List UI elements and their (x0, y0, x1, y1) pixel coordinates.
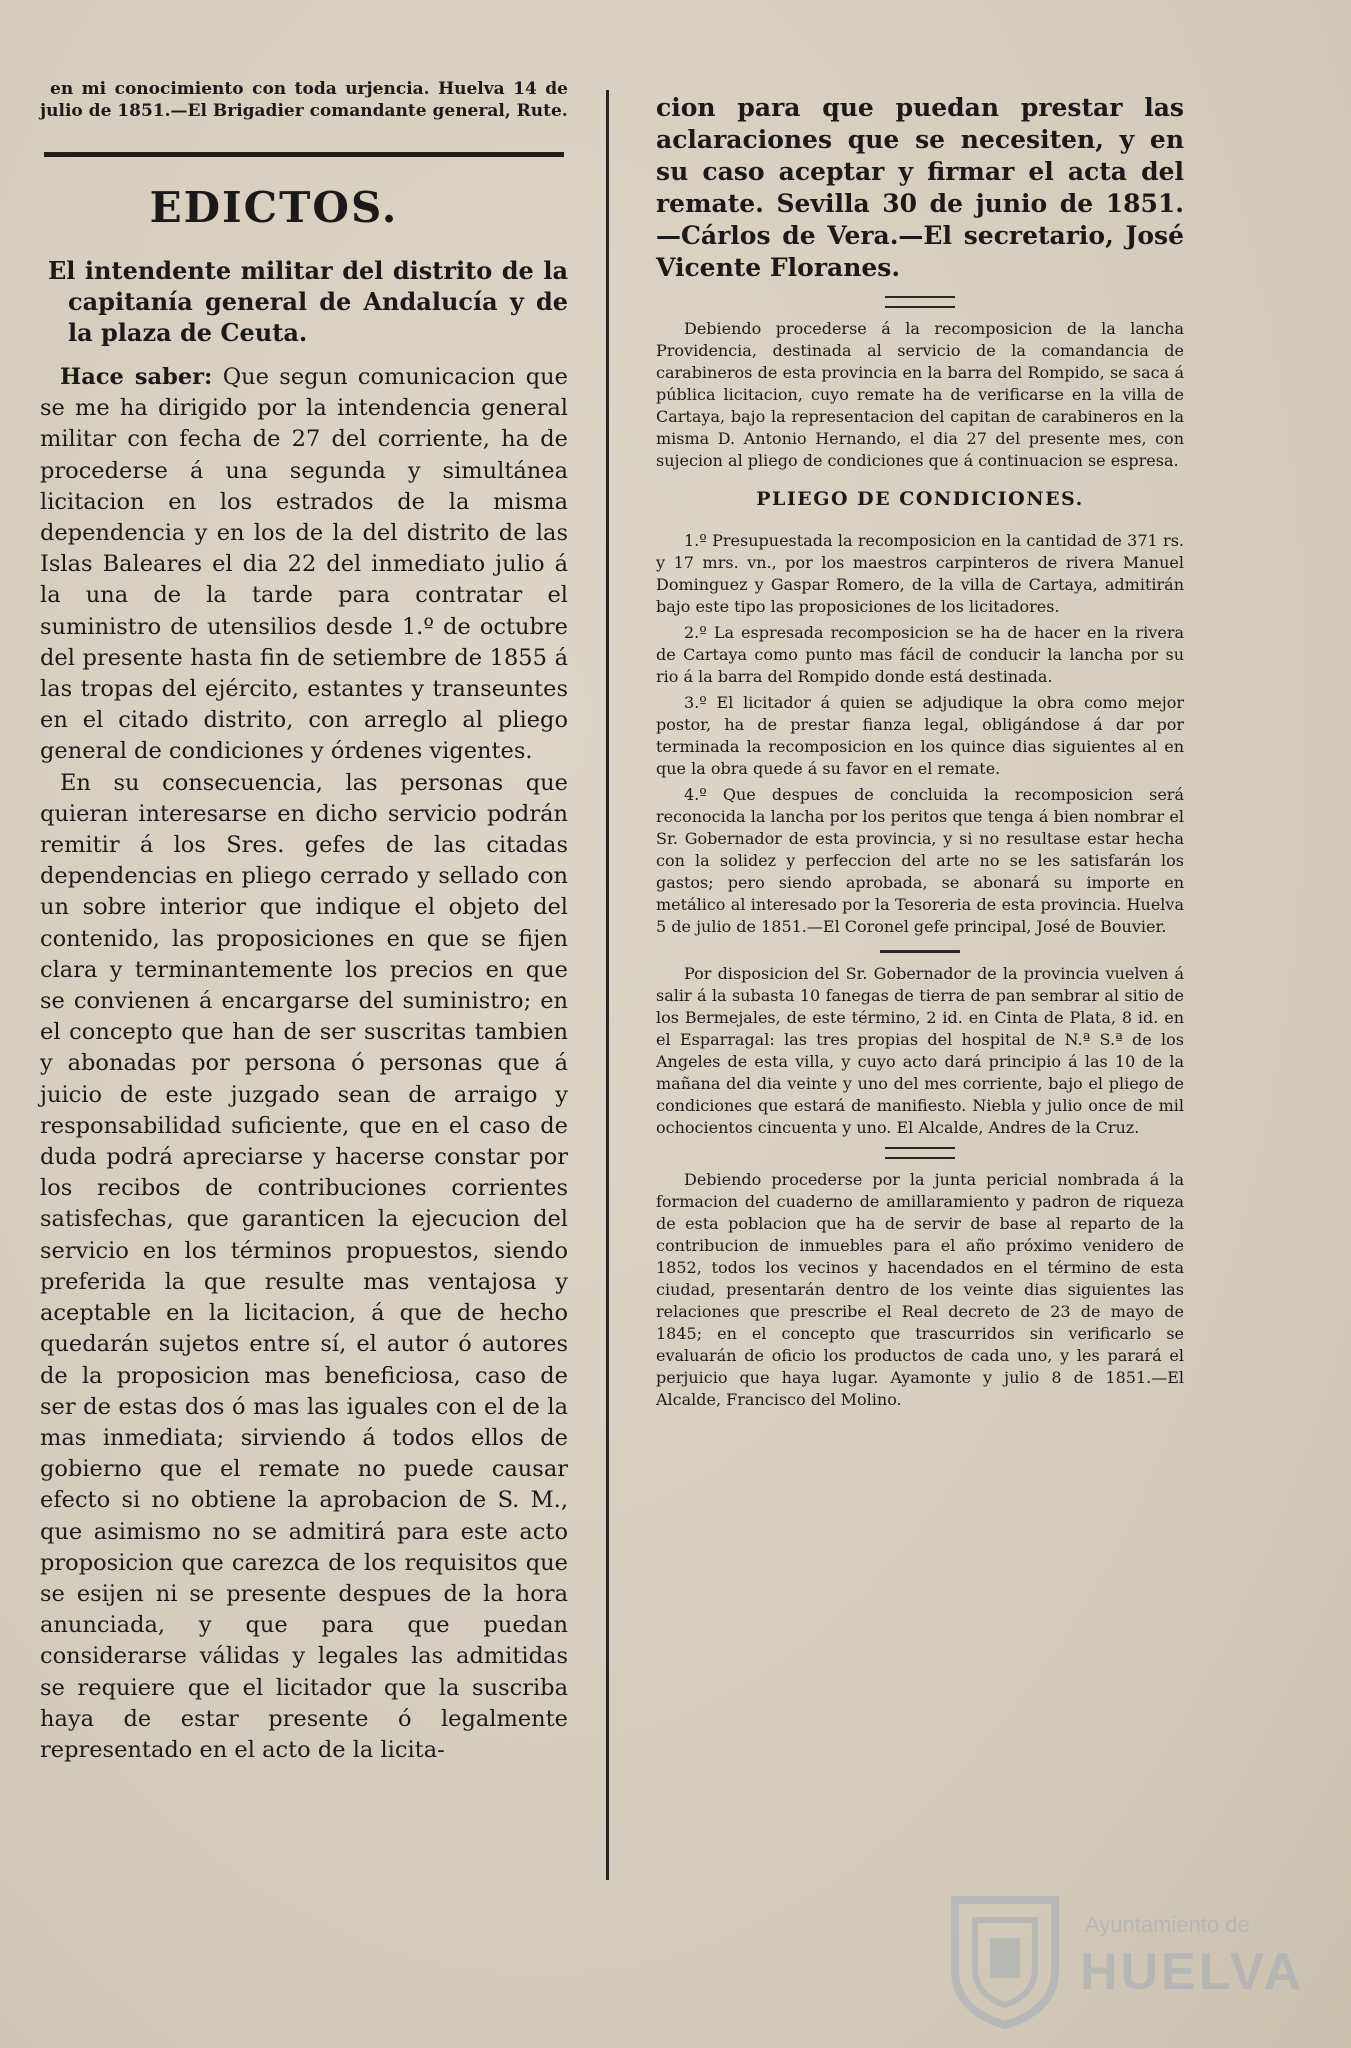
condition-item-1: 1.º Presupuestada la recomposicion en la cantidad de 371 rs. y 17 mrs. vn., por los maestros carpinteros de rivera Manuel Dominguez y Gaspar Romero, de la villa de Cartaya, admitirán bajo este tipo las proposiciones de los licitadores. (656, 531, 1184, 616)
top-paragraph: en mi conocimiento con toda urjencia. Huelva 14 de julio de 1851.—El Brigadier comandante general, Rute. (40, 79, 568, 121)
right-column (656, 92, 1184, 1419)
watermark-line-1: Ayuntamiento de (1085, 1912, 1250, 1937)
section-heading: EDICTOS. (149, 183, 399, 232)
watermark (940, 1890, 1305, 2030)
condition-item-4: 4.º Que despues de concluida la recomposicion será reconocida la lancha por los peritos que tenga á bien nombrar el Sr. Gobernador de esta provincia, y si no resultase estar hecha con la solidez y perfeccion del arte no se les satisfarán los gastos; pero siendo aprobada, se abonará su importe en metálico al interesado por la Tesoreria de esta provincia. Huelva 5 de julio de 1851.—El Coronel gefe principal, José de Bouvier. (656, 785, 1184, 936)
notice-junta-pericial: Debiendo procederse por la junta pericial nombrada á la formacion del cuaderno de amillaramiento y padron de riqueza de esta poblacion que ha de servir de base al reparto de la contribucion de inmuebles para el año próximo venidero de 1852, todos los vecinos y hacendados en el término de esta ciudad, presentarán dentro de los veinte dias siguientes las relaciones que prescribe el Real decreto de 23 de mayo de 1845; en el concepto que trascurridos sin verificarlo se evaluarán de oficio los productos de cada uno, y les parará el perjuicio que haya lugar. Ayamonte y julio 8 de 1851.—El Alcalde, Francisco del Molino. (656, 1170, 1184, 1409)
ornament-divider-2 (885, 1147, 955, 1159)
condition-item-2: 2.º La espresada recomposicion se ha de hacer en la rivera de Cartaya como punto mas fácil de conducir la lancha por su rio á la barra del Rompido donde está destinada. (656, 623, 1184, 686)
edict-paragraph-2: En su consecuencia, las personas que quieran interesarse en dicho servicio podrán remitir á los Sres. gefes de las citadas dependencias en pliego cerrado y sellado con un sobre interior que indique el objeto del contenido, las proposiciones en que se fijen clara y terminantemente los precios en que se convienen á encargarse del suministro; en el concepto que han de ser suscritas tambien y abonadas por persona ó personas que á juicio de este juzgado sean de arraigo y responsabilidad suficiente, que en el caso de duda podrá apreciarse y hacerse constar por los recibos de contribuciones corrientes satisfechas, que garanticen la ejecucion del servicio en los términos propuestos, siendo preferida la que resulte mas ventajosa y aceptable en la licitacion, á que de hecho quedarán sujetos entre sí, el autor ó autores de la proposicion mas beneficiosa, caso de ser de estas dos ó mas las iguales con el de la mas inmediata; sirviendo á todos ellos de gobierno que el remate no puede causar efecto si no obtiene la aprobacion de S. M., que asimismo no se admitirá para este acto proposicion que carezca de los requisitos que se esijen ni se presente despues de la hora anunciada, y que para que puedan considerarse válidas y legales las admitidas se requiere que el licitador que la suscriba haya de estar presente ó legalmente representado en el acto de la licita- (40, 769, 568, 1763)
edict-continuation: cion para que puedan prestar las aclaraciones que se necesiten, y en su caso aceptar y firmar el acta del remate. Sevilla 30 de junio de 1851.—Cárlos de Vera.—El secretario, José Vicente Floranes. (656, 93, 1184, 282)
column-divider (606, 90, 609, 1880)
notice-land-auction: Por disposicion del Sr. Gobernador de la provincia vuelven á salir á la subasta 10 fanegas de tierra de pan sembrar al sitio de los Bermejales, de este término, 2 id. en Cinta de Plata, 8 id. en el Esparragal: las tres propias del hospital de N.ª S.ª de los Angeles de esta villa, y cuyo acto dará principio á las 10 de la mañana del dia veinte y uno del mes corriente, bajo el pliego de condiciones que estará de manifiesto. Niebla y julio once de mil ochocientos cincuenta y uno. El Alcalde, Andres de la Cruz. (656, 964, 1184, 1137)
edict-paragraph-1-text: Que segun comunicacion que se me ha dirigido por la intendencia general militar con fecha de 27 del corriente, ha de procederse á una segunda y simultánea licitacion en los estrados de la misma dependencia y en los de la del distrito de las Islas Baleares el dia 22 del inmediato julio á la una de la tarde para contratar el suministro de utensilios desde 1.º de octubre del presente hasta fin de setiembre de 1855 á las tropas del ejército, estantes y transeuntes en el citado distrito, con arreglo al pliego general de condiciones y órdenes vigentes. (40, 364, 568, 765)
section-divider (44, 152, 564, 157)
small-divider (880, 950, 960, 953)
edict-paragraph-1 (40, 362, 568, 768)
left-column (40, 78, 568, 1766)
ornament-divider (885, 296, 955, 308)
edict-intro: El intendente militar del distrito de la capitanía general de Andalucía y de la plaza de Ceuta. (48, 256, 568, 347)
edict-paragraph-1-lead: Hace saber: (60, 364, 213, 390)
conditions-heading: PLIEGO DE CONDICIONES. (756, 488, 1084, 510)
condition-item-3: 3.º El licitador á quien se adjudique la obra como mejor postor, ha de prestar fianza legal, obligándose á dar por terminada la recomposicion en los quince dias siguientes al en que la obra quede á su favor en el remate. (656, 693, 1184, 778)
city-shield-icon (940, 1890, 1070, 2030)
notice-boat-repair: Debiendo procederse á la recomposicion de la lancha Providencia, destinada al servicio de la comandancia de carabineros de esta provincia en la barra del Rompido, se saca á pública licitacion, cuyo remate ha de verificarse en la villa de Cartaya, bajo la representacion del capitan de carabineros en la misma D. Antonio Hernando, el dia 27 del presente mes, con sujecion al pliego de condiciones que á continuacion se espresa. (656, 319, 1184, 470)
watermark-line-2: HUELVA (1080, 1943, 1305, 2001)
